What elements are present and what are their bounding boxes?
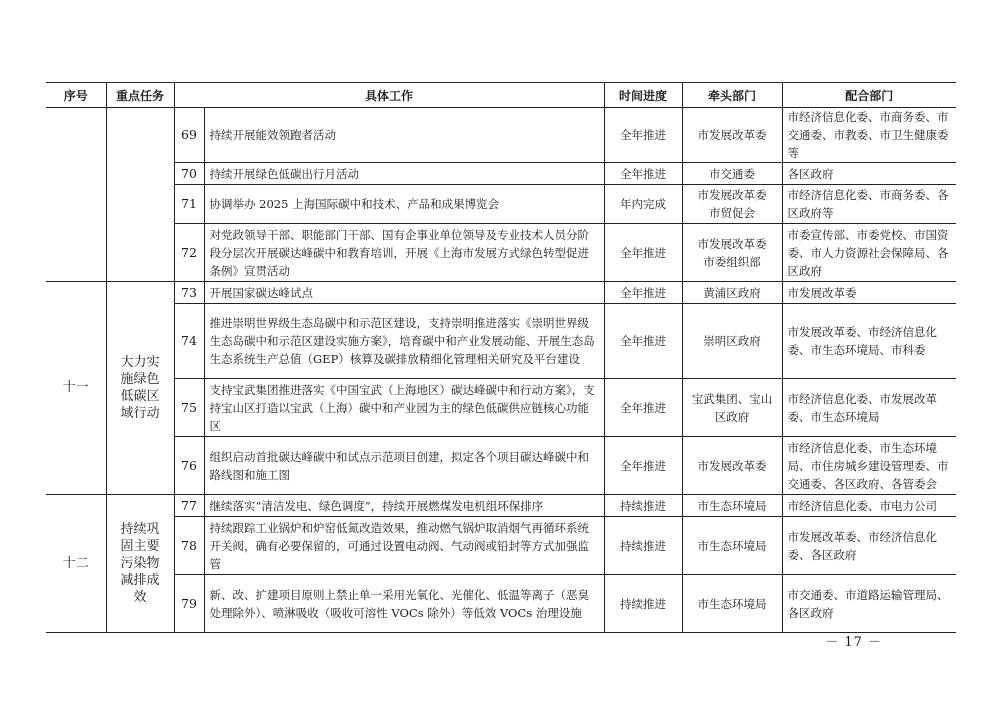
row-support-dept: 市发展改革委、市经济信息化委、市生态环境局、市科委 xyxy=(782,304,956,379)
row-work: 支持宝武集团推进落实《中国宝武（上海地区）碳达峰碳中和行动方案》，支持宝山区打造以宝武（上海）碳中和产业园为主的绿色低碳供应链核心功能区 xyxy=(204,379,604,437)
header-seq: 序号 xyxy=(46,83,106,108)
table-row xyxy=(46,495,956,517)
group-task-cell: 持续巩固主要污染物减排成效 xyxy=(106,495,174,633)
row-number: 69 xyxy=(174,108,204,163)
header-specific-work: 具体工作 xyxy=(174,83,604,108)
group-seq-cell: 十二 xyxy=(46,495,106,633)
lead-dept-line: 宝武集团、宝山 xyxy=(691,391,773,406)
row-number: 75 xyxy=(174,379,204,437)
row-work: 对党政领导干部、职能部门干部、国有企事业单位领导及专业技术人员分阶段分层次开展碳达峰碳中和教育培训，开展《上海市发展方式绿色转型促进条例》宣贯活动 xyxy=(204,224,604,282)
lead-dept-line: 市生态环境局 xyxy=(697,498,767,513)
row-work: 开展国家碳达峰试点 xyxy=(204,282,604,304)
row-lead-dept xyxy=(682,282,782,304)
table-row xyxy=(46,517,956,575)
row-timeline: 持续推进 xyxy=(604,575,682,633)
header-key-task: 重点任务 xyxy=(106,83,174,108)
row-number: 71 xyxy=(174,185,204,224)
row-support-dept: 市委宣传部、市委党校、市国资委、市人力资源社会保障局、各区政府 xyxy=(782,224,956,282)
table-row xyxy=(46,437,956,495)
lead-dept-line: 市发展改革委 xyxy=(697,236,767,251)
lead-dept-line: 市发展改革委 xyxy=(697,458,767,473)
lead-dept-line: 市贸促会 xyxy=(709,206,756,220)
row-timeline: 全年推进 xyxy=(604,163,682,185)
row-lead-dept xyxy=(682,495,782,517)
row-lead-dept xyxy=(682,379,782,437)
row-work: 组织启动首批碳达峰碳中和试点示范项目创建，拟定各个项目碳达峰碳中和路线图和施工图 xyxy=(204,437,604,495)
row-support-dept: 市经济信息化委、市商务委、各区政府等 xyxy=(782,185,956,224)
group-seq-cell: 十一 xyxy=(46,282,106,495)
lead-dept-line: 市发展改革委 xyxy=(697,188,767,202)
row-lead-dept xyxy=(682,108,782,163)
row-lead-dept xyxy=(682,185,782,224)
row-timeline: 全年推进 xyxy=(604,304,682,379)
group-seq-cell xyxy=(46,108,106,282)
lead-dept-line: 市生态环境局 xyxy=(697,538,767,553)
row-timeline: 全年推进 xyxy=(604,108,682,163)
row-timeline: 全年推进 xyxy=(604,224,682,282)
row-support-dept: 市经济信息化委、市发展改革委、市生态环境局 xyxy=(782,379,956,437)
row-support-dept: 市发展改革委、市经济信息化委、各区政府 xyxy=(782,517,956,575)
row-number: 70 xyxy=(174,163,204,185)
row-support-dept: 市发展改革委 xyxy=(782,282,956,304)
row-support-dept: 市经济信息化委、市生态环境局、市住房城乡建设管理委、市交通委、各区政府、各管委会 xyxy=(782,437,956,495)
row-work: 持续跟踪工业锅炉和炉窑低氮改造效果，推动燃气锅炉取消烟气再循环系统开关阀，确有必要保留的，可通过设置电动阀、气动阀或铅封等方式加强监管 xyxy=(204,517,604,575)
table-row xyxy=(46,379,956,437)
lead-dept-line: 黄浦区政府 xyxy=(703,285,761,300)
row-lead-dept xyxy=(682,163,782,185)
row-lead-dept xyxy=(682,517,782,575)
table-header-row xyxy=(46,83,956,108)
row-work: 协调举办 2025 上海国际碳中和技术、产品和成果博览会 xyxy=(204,185,604,224)
row-work: 持续开展绿色低碳出行月活动 xyxy=(204,163,604,185)
row-number: 73 xyxy=(174,282,204,304)
task-table xyxy=(46,82,956,633)
row-work: 继续落实“清洁发电、绿色调度”，持续开展燃煤发电机组环保排序 xyxy=(204,495,604,517)
lead-dept-line: 市发展改革委 xyxy=(697,128,767,142)
row-lead-dept xyxy=(682,304,782,379)
row-timeline: 全年推进 xyxy=(604,437,682,495)
table-row xyxy=(46,575,956,633)
table-row xyxy=(46,224,956,282)
lead-dept-line: 市生态环境局 xyxy=(697,596,767,611)
table-row xyxy=(46,108,956,163)
header-timeline: 时间进度 xyxy=(604,83,682,108)
lead-dept-line: 市交通委 xyxy=(709,166,756,181)
table-row xyxy=(46,304,956,379)
row-timeline: 全年推进 xyxy=(604,379,682,437)
header-lead-dept: 牵头部门 xyxy=(682,83,782,108)
row-lead-dept xyxy=(682,224,782,282)
header-support-dept: 配合部门 xyxy=(782,83,956,108)
table-row xyxy=(46,282,956,304)
row-support-dept: 市经济信息化委、市商务委、市交通委、市教委、市卫生健康委等 xyxy=(782,108,956,163)
lead-dept-line: 区政府 xyxy=(714,409,750,424)
row-timeline: 持续推进 xyxy=(604,495,682,517)
row-number: 77 xyxy=(174,495,204,517)
row-number: 79 xyxy=(174,575,204,633)
row-work: 持续开展能效领跑者活动 xyxy=(204,108,604,163)
row-timeline: 持续推进 xyxy=(604,517,682,575)
row-support-dept: 市经济信息化委、市电力公司 xyxy=(782,495,956,517)
lead-dept-line: 市委组织部 xyxy=(703,254,761,269)
row-number: 78 xyxy=(174,517,204,575)
row-timeline: 全年推进 xyxy=(604,282,682,304)
page-number: － 17 － xyxy=(825,635,882,650)
row-support-dept: 市交通委、市道路运输管理局、各区政府 xyxy=(782,575,956,633)
row-number: 72 xyxy=(174,224,204,282)
table-row xyxy=(46,185,956,224)
row-timeline: 年内完成 xyxy=(604,185,682,224)
group-task-cell xyxy=(106,108,174,282)
row-number: 74 xyxy=(174,304,204,379)
table-row xyxy=(46,163,956,185)
row-lead-dept xyxy=(682,437,782,495)
row-work: 推进崇明世界级生态岛碳中和示范区建设，支持崇明推进落实《崇明世界级生态岛碳中和示范区建设实施方案》，培育碳中和产业发展动能、开展生态岛生态系统生产总值（GEP）核算及碳排放精细化管理相关研究及平台建设 xyxy=(204,304,604,379)
group-task-cell: 大力实施绿色低碳区域行动 xyxy=(106,282,174,495)
row-work: 新、改、扩建项目原则上禁止单一采用光氧化、光催化、低温等离子（恶臭处理除外）、喷淋吸收（吸收可溶性 VOCs 除外）等低效 VOCs 治理设施 xyxy=(204,575,604,633)
row-number: 76 xyxy=(174,437,204,495)
row-support-dept: 各区政府 xyxy=(782,163,956,185)
lead-dept-line: 崇明区政府 xyxy=(703,334,761,348)
row-lead-dept xyxy=(682,575,782,633)
